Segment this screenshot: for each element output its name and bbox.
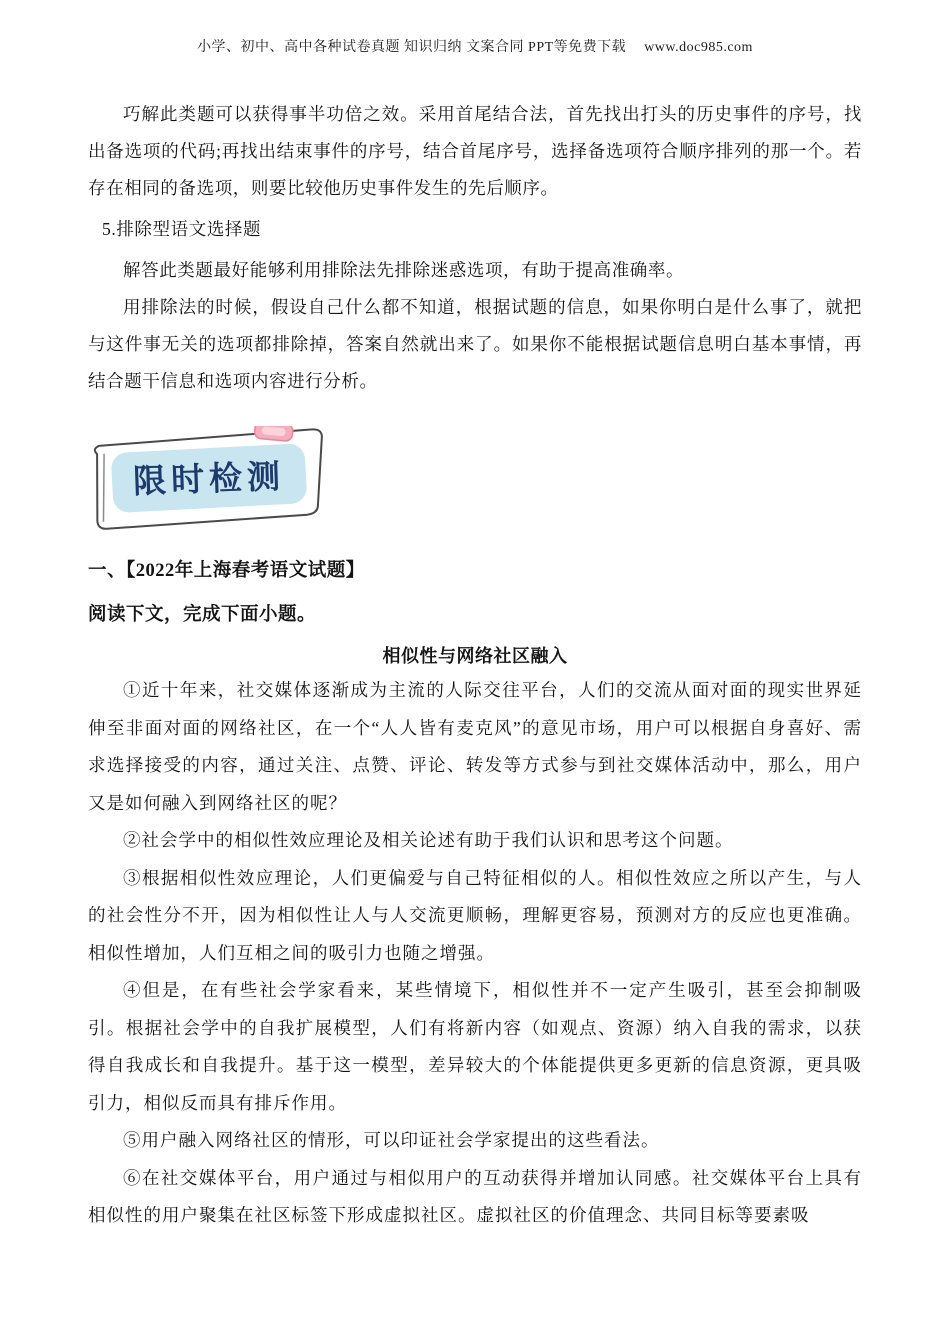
document-page <box>0 56 950 1235</box>
intro-paragraph-1: 巧解此类题可以获得事半功倍之效。采用首尾结合法，首先找出打头的历史事件的序号，找出备选项的代码;再找出结束事件的序号，结合首尾序号，选择备选项符合顺序排列的那一个。若存在相同的备选项，则要比较他历史事件发生的先后顺序。 <box>88 104 862 198</box>
reading-instruction: 阅读下文，完成下面小题。 <box>88 605 317 625</box>
point-5-heading: 5.排除型语文选择题 <box>102 219 262 239</box>
article-paragraph-3: ③根据相似性效应理论，人们更偏爱与自己特征相似的人。相似性效应之所以产生，与人的社会性分不开，因为相似性让人与人交流更顺畅，理解更容易，预测对方的反应也更准确。相似性增加，人们互相之间的吸引力也随之增强。 <box>88 867 862 963</box>
pink-clip-icon <box>254 426 293 441</box>
page-watermark-header <box>0 0 950 56</box>
intro-paragraph-3: 用排除法的时候，假设自己什么都不知道，根据试题的信息，如果你明白是什么事了，就把与这件事无关的选项都排除掉，答案自然就出来了。如果你不能根据试题信息明白基本事情，再结合题干信息和选项内容进行分析。 <box>88 297 862 391</box>
intro-paragraph-2: 解答此类题最好能够利用排除法先排除迷惑选项，有助于提高准确率。 <box>123 260 685 280</box>
intro-section <box>88 96 862 400</box>
article-body <box>88 672 862 1235</box>
article-paragraph-4: ④但是，在有些社会学家看来，某些情境下，相似性并不一定产生吸引，甚至会抑制吸引。根据社会学中的自我扩展模型，人们有将新内容（如观点、资源）纳入自我的需求，以获得自我成长和自我提升。基于这一模型，差异较大的个体能提供更多更新的信息资源，更具吸引力，相似反而具有排斥作用。 <box>88 980 862 1113</box>
article-paragraph-2: ②社会学中的相似性效应理论及相关论述有助于我们认识和思考这个问题。 <box>123 830 734 850</box>
article-paragraph-1: ①近十年来，社交媒体逐渐成为主流的人际交往平台，人们的交流从面对面的现实世界延伸至非面对面的网络社区，在一个“人人皆有麦克风”的意见市场，用户可以根据自身喜好、需求选择接受的内容，通过关注、点赞、评论、转发等方式参与到社交媒体活动中，那么，用户又是如何融入到网络社区的呢？ <box>88 680 862 813</box>
timed-test-badge-graphic <box>82 426 342 530</box>
article-title: 相似性与网络社区融入 <box>382 646 568 666</box>
timed-test-badge <box>82 426 342 530</box>
section-heading: 一、【2022年上海春考语文试题】 <box>88 561 365 581</box>
badge-label: 限时检测 <box>132 459 286 501</box>
article-paragraph-6: ⑥在社交媒体平台，用户通过与相似用户的互动获得并增加认同感。社交媒体平台上具有相似性的用户聚集在社区标签下形成虚拟社区。虚拟社区的价值理念、共同目标等要素吸 <box>88 1167 862 1225</box>
watermark-text: 小学、初中、高中各种试卷真题 知识归纳 文案合同 PPT等免费下载 <box>197 40 627 55</box>
watermark-url: www.doc985.com <box>644 40 753 55</box>
article-paragraph-5: ⑤用户融入网络社区的情形，可以印证社会学家提出的这些看法。 <box>123 1130 660 1150</box>
